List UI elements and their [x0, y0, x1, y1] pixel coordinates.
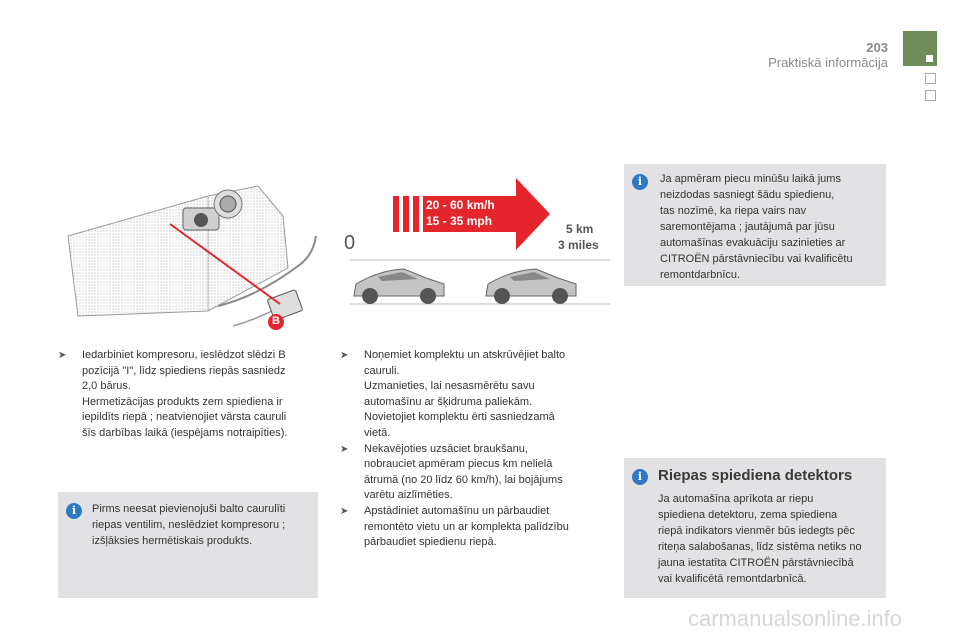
col2-instructions	[340, 348, 610, 551]
start-label: 0	[344, 232, 356, 254]
text-line: nobrauciet apmēram piecus km nelielā	[364, 458, 553, 471]
speed-kmh-label: 20 - 60 km/h	[426, 198, 495, 212]
text-line: remontēto vietu un ar komplekta palīdzību	[364, 520, 569, 533]
list-item	[340, 504, 610, 551]
text-line: šīs darbības laikā (iespējams notraipīties).	[82, 426, 288, 439]
col1-instructions	[58, 348, 320, 442]
bullet-arrow-icon: ➤	[58, 350, 67, 361]
text-line: vietā.	[364, 426, 391, 439]
compressor-illustration	[58, 176, 318, 344]
info-icon: i	[632, 174, 648, 190]
text-line: jauna iestatīta CITROËN pārstāvniecībā	[658, 557, 854, 569]
text-line: Hermetizācijas produkts zem spiediena ir	[82, 395, 283, 408]
text-line: pārbaudiet spiedienu riepā.	[364, 536, 497, 549]
car-left	[354, 269, 444, 304]
text-line: saremontējama ; jautājumā par jūsu	[660, 221, 835, 233]
text-line: remontdarbnīcu.	[660, 269, 741, 281]
car-right	[486, 269, 576, 304]
watermark: carmanualsonline.info	[688, 606, 903, 631]
tyre-detector-text	[658, 491, 862, 587]
speed-mph-label: 15 - 35 mph	[426, 214, 493, 228]
text-line: neizdodas sasniegt šādu spiedienu,	[660, 189, 835, 201]
info-icon: i	[66, 503, 82, 519]
text-line: izšļāksies hermētiskais produkts.	[92, 535, 253, 547]
text-line: Nekavējoties uzsāciet braukšanu,	[364, 442, 528, 455]
info-icon: i	[632, 469, 648, 485]
text-line: automašīnu ar šķidruma paliekām.	[364, 395, 533, 408]
distance-miles-label: 3 miles	[558, 238, 599, 252]
text-line: varētu aizlīmēties.	[364, 489, 453, 502]
driving-illustration	[340, 172, 612, 312]
page-number: 203	[866, 40, 888, 55]
bullet-arrow-icon: ➤	[340, 443, 349, 455]
text-line: iepildīts riepā ; neatvienojiet vārsta cauruli	[82, 411, 287, 424]
text-line: Ja apmēram piecu minūšu laikā jums	[660, 173, 841, 185]
tyre-detector-box	[624, 458, 886, 598]
text-line: tas nozīmē, ka riepa vairs nav	[660, 205, 807, 217]
col1-note-text	[92, 501, 285, 549]
col1-note-box	[58, 492, 318, 598]
bullet-arrow-icon: ➤	[340, 350, 349, 361]
section-title: Praktiskā informācija	[768, 55, 888, 70]
text-line: spiediena detektoru, zema spiediena	[658, 509, 838, 521]
col3-note-text	[660, 171, 853, 283]
col3-note-box	[624, 164, 886, 286]
list-item	[58, 348, 320, 442]
text-line: riepas ventilim, neslēdziet kompresoru ;	[92, 519, 286, 531]
text-line: CITROËN pārstāvniecību vai kvalificētu	[660, 253, 853, 265]
chapter-tab-empty	[925, 90, 936, 101]
text-line: Iedarbiniet kompresoru, ieslēdzot slēdzi B	[82, 349, 286, 361]
text-line: Ja automašīna aprīkota ar riepu	[658, 493, 814, 505]
text-line: cauruli.	[364, 364, 400, 377]
distance-km-label: 5 km	[566, 222, 594, 236]
text-line: Novietojiet komplektu ērti sasniedzamā	[364, 411, 555, 424]
text-line: ātrumā (no 20 līdz 60 km/h), lai bojājums	[364, 473, 563, 486]
text-line: automašīnas evakuāciju sazinieties ar	[660, 237, 846, 249]
text-line: vai kvalificētā remontdarbnīcā.	[658, 573, 807, 585]
chapter-tab-empty	[925, 73, 936, 84]
list-item	[340, 348, 610, 442]
chapter-tab-active	[903, 31, 937, 66]
switch-label-b: B	[272, 315, 280, 327]
text-line: Uzmanieties, lai nesasmērētu savu	[364, 380, 535, 393]
text-line: riepā indikators vienmēr būs iedegts pēc	[658, 525, 855, 537]
list-item	[340, 442, 610, 504]
text-line: Pirms neesat pievienojuši balto caurulīti	[92, 503, 286, 515]
tyre-detector-title: Riepas spiediena detektors	[658, 467, 853, 484]
text-line: Noņemiet komplektu un atskrūvējiet balto	[364, 349, 566, 361]
text-line: Apstādiniet automašīnu un pārbaudiet	[364, 504, 550, 517]
bullet-arrow-icon: ➤	[340, 505, 349, 517]
text-line: pozīcijā "I", līdz spiediens riepās sasniedz	[82, 364, 286, 377]
text-line: 2,0 bārus.	[82, 380, 131, 393]
text-line: riteņa salabošanas, līdz sistēma netiks no	[658, 541, 862, 553]
